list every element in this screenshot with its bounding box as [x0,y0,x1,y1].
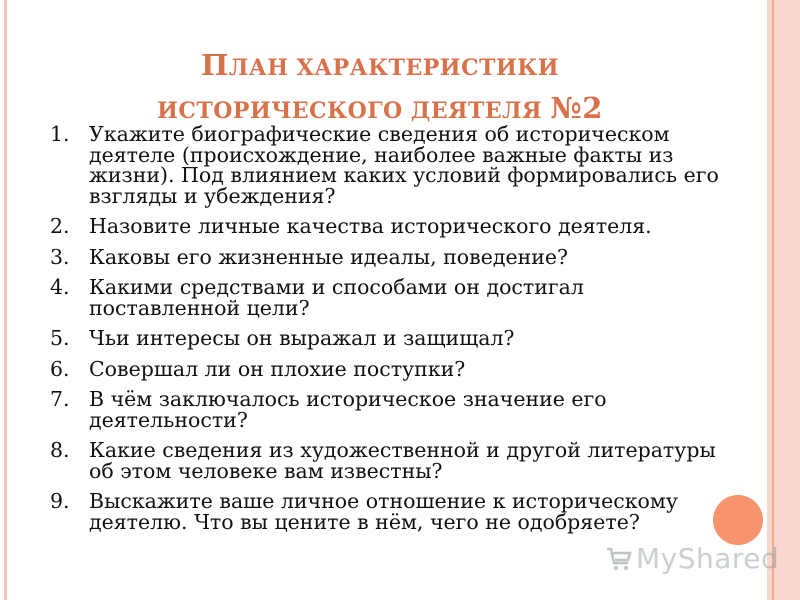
questions-list [50,124,720,542]
item-text: Укажите биографические сведения об историческом деятеле (происхождение, наиболее важные факты из жизни). Под влиянием каких условий формировались его взгляды и убеждения? [89,122,719,208]
item-number: 4. [50,275,70,299]
list-item [50,389,720,430]
list-item [50,356,720,381]
item-number: 9. [50,489,70,513]
watermark [604,538,779,578]
item-text: Чьи интересы он выражал и защищал? [89,326,515,350]
list-item [50,244,720,269]
item-text: Какими средствами и способами он достигал поставленной цели? [89,275,584,320]
item-text: Совершал ли он плохие поступки? [89,356,466,381]
item-number: 5. [50,326,70,350]
title-line-1 [60,45,700,88]
item-number: 1. [50,122,70,146]
item-text: Выскажите ваше личное отношение к историческому деятелю. Что вы цените в нём, чего не одобряете? [89,489,678,534]
list-item [50,124,720,206]
item-number: 3. [50,244,70,269]
title-line-1-text: ЛАН ХАРАКТЕРИСТИКИ [228,55,560,81]
item-text: Какие сведения из художественной и другой литературы об этом человеке вам известны? [89,438,716,483]
list-item [50,491,720,532]
item-text: Каковы его жизненные идеалы, поведение? [89,244,569,269]
list-item [50,277,720,318]
list-item [50,328,720,349]
left-border-line [4,0,7,600]
list-item [50,216,720,237]
item-number: 2. [50,214,70,238]
item-number: 6. [50,356,70,381]
item-text: Назовите личные качества исторического деятеля. [89,214,652,238]
cart-icon [604,543,634,573]
item-number: 8. [50,438,70,462]
watermark-text: MyShared [636,541,780,575]
item-number: 7. [50,387,70,411]
title-initial-cap: П [200,48,229,82]
slide-title [60,45,700,131]
right-border-line [772,0,774,600]
item-text: В чём заключалось историческое значение его деятельности? [89,387,607,432]
title-line-2-text: ИСТОРИЧЕСКОГО ДЕЯТЕЛЯ [157,98,551,124]
title-number: №2 [550,91,603,125]
list-item [50,440,720,481]
